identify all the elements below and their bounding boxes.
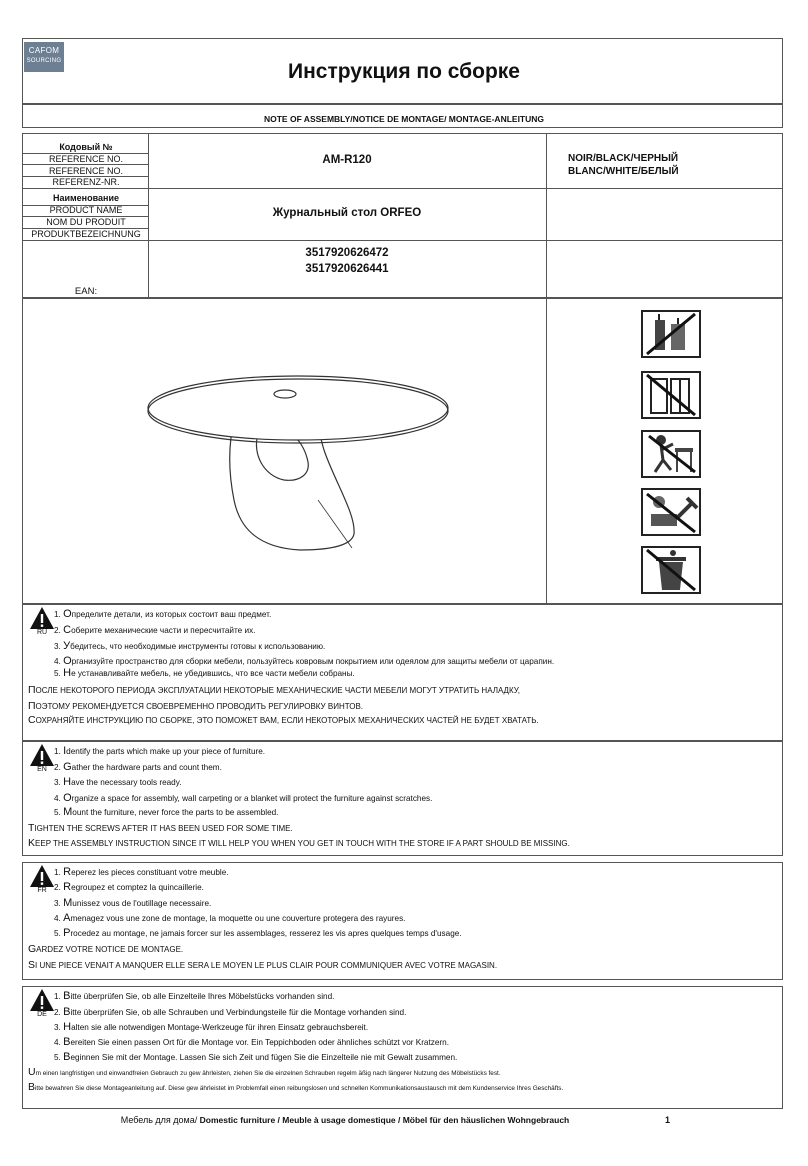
language-code: DE	[37, 1011, 47, 1018]
step-text: бедитесь, что необходимые инструменты готовы к использованию.	[70, 642, 326, 651]
note-text: itte bewahren Sie diese Montageanleitung auf. Diese gew ährleistet im Problemfall einen reibungslosen und schnellen Kommunikationsaustausch mit dem Kundenservice Ihres Geschäfts.	[35, 1085, 564, 1092]
step-text: alten sie alle notwendigen Montage-Werkzeuge für ihren Einsatz gebrauchsbereit.	[71, 1023, 369, 1032]
instruction-step: 4. Organize a space for assembly, wall carpeting or a blanket will protect the furniture against scratches.	[54, 792, 433, 804]
step-initial: У	[63, 640, 71, 652]
language-code: FR	[37, 887, 47, 894]
page-title: Инструкция по сборке	[288, 60, 520, 83]
note-initial: П	[28, 684, 36, 696]
instruction-step: 1. Определите детали, из которых состоит ваш предмет.	[54, 608, 272, 620]
footer-category-ru: Мебель для дома/	[120, 1115, 198, 1125]
step-text: dentify the parts which make up your piece of furniture.	[66, 747, 266, 756]
step-initial: A	[63, 912, 71, 924]
product-name: Журнальный стол ORFEO	[272, 207, 422, 219]
instruction-step: 4. Организуйте пространство для сборки мебели, пользуйтесь ковровым покрытием или одеялом для защиты мебели от царапин.	[54, 655, 555, 667]
warning-icon	[29, 743, 55, 767]
assembly-note: NOTE OF ASSEMBLY/NOTICE DE MONTAGE/ MONTAGE-ANLEITUNG	[263, 114, 545, 124]
note-initial: U	[28, 1066, 36, 1078]
step-initial: B	[63, 1051, 71, 1063]
ref-label-fr: REFERENCE NO.	[48, 166, 123, 176]
instruction-step: 1. Bitte überprüfen Sie, ob alle Einzelteile Ihres Möbelstücks vorhanden sind.	[54, 990, 335, 1002]
caution-note	[28, 959, 497, 971]
step-text: unissez vous de l'outillage necessaire.	[72, 899, 212, 908]
logo-subtext: SOURCING	[26, 58, 62, 64]
step-text: ather the hardware parts and count them.	[71, 763, 222, 772]
step-text: eginnen Sie mit der Montage. Lassen Sie sich Zeit und fügen Sie die Einzelteile nie mit Gewalt zusammen.	[70, 1053, 458, 1062]
table-drawing	[140, 330, 460, 570]
reference-value: AM-R120	[322, 154, 372, 166]
ean-code-2: 3517920626441	[305, 263, 389, 275]
instruction-step: 2. Regroupez et comptez la quincaillerie.	[54, 881, 204, 893]
step-text: rocedez au montage, ne jamais forcer sur les assemblages, resserez les vis apres quelques temps d'usage.	[70, 929, 462, 938]
step-initial: О	[63, 655, 72, 667]
step-text: пределите детали, из которых состоит ваш предмет.	[71, 610, 272, 619]
logo-text: CAFOM	[28, 46, 60, 55]
note-initial: G	[28, 943, 37, 955]
step-initial: H	[63, 776, 72, 788]
step-initial: С	[63, 624, 72, 636]
step-initial: O	[63, 792, 72, 804]
instruction-step: 2. Соберите механические части и пересчитайте их.	[54, 624, 256, 636]
language-code: RU	[36, 629, 48, 636]
name-label-fr: NOM DU PRODUIT	[46, 217, 126, 227]
name-label-en: PRODUCT NAME	[49, 205, 123, 215]
page-number: 1	[665, 1115, 671, 1125]
note-text: ОХРАНЯЙТЕ ИНСТРУКЦИЮ ПО СБОРКЕ, ЭТО ПОМОЖЕТ ВАМ, ЕСЛИ НЕКОТОРЫХ МЕХАНИЧЕСКИХ ЧАСТЕЙ НЕ БУДЕТ ХВАТАТЬ.	[35, 716, 539, 725]
ean-label: EAN:	[74, 286, 98, 297]
note-initial: K	[28, 837, 36, 849]
step-text: itte überprüfen Sie, ob alle Einzelteile Ihres Möbelstücks vorhanden sind.	[70, 992, 335, 1001]
step-text: ereiten Sie einen passen Ort für die Montage vor. Ein Teppichboden oder ähnliches schützt vor Kratzern.	[70, 1038, 449, 1047]
note-text: I UNE PIECE VENAIT A MANQUER ELLE SERA LE MOYEN LE PLUS CLAIR POUR COMMUNIQUER AVEC VOTRE MAGASIN.	[35, 961, 498, 970]
step-initial: M	[63, 806, 73, 818]
step-initial: M	[63, 897, 73, 909]
step-text: eperez les pieces constituant votre meuble.	[71, 868, 229, 877]
step-text: оберите механические части и пересчитайте их.	[71, 626, 256, 635]
warning-icon	[29, 606, 55, 630]
step-text: рганизуйте пространство для сборки мебели, пользуйтесь ковровым покрытием или одеялом для защиты мебели от царапин.	[71, 657, 555, 666]
note-initial: С	[28, 714, 36, 726]
step-initial: R	[63, 881, 72, 893]
instruction-step: 5. Procedez au montage, ne jamais forcer sur les assemblages, resserez les vis apres quelques temps d'usage.	[54, 927, 462, 939]
note-initial: T	[28, 822, 35, 834]
ean-code-1: 3517920626472	[305, 247, 389, 259]
ref-label-ru: Кодовый №	[59, 142, 113, 152]
step-text: е устанавливайте мебель, не убедившись, что все части мебели собраны.	[71, 669, 355, 678]
no-hammer-icon	[641, 488, 701, 536]
step-initial: О	[63, 608, 72, 620]
glass-top	[148, 376, 448, 440]
caution-note	[28, 943, 183, 955]
note-text: ОСЛЕ НЕКОТОРОГО ПЕРИОДА ЭКСПЛУАТАЦИИ НЕКОТОРЫЕ МЕХАНИЧЕСКИЕ ЧАСТИ МЕБЕЛИ МОГУТ УТРАТИТЬ НАЛАДКУ,	[35, 686, 520, 695]
instruction-step: 5. Mount the furniture, never force the parts to be assembled.	[54, 806, 279, 818]
instruction-step: 1. Identify the parts which make up your piece of furniture.	[54, 745, 266, 757]
no-plywood-icon	[641, 371, 701, 419]
step-text: egroupez et comptez la quincaillerie.	[71, 883, 204, 892]
step-text: itte überprüfen Sie, ob alle Schrauben und Verbindungsteile für die Montage vorhanden sind.	[70, 1008, 407, 1017]
step-initial: B	[63, 1006, 71, 1018]
instruction-step: 5. Не устанавливайте мебель, не убедившись, что все части мебели собраны.	[54, 667, 355, 679]
step-initial: I	[63, 745, 67, 757]
step-text: ave the necessary tools ready.	[71, 778, 182, 787]
note-initial: S	[28, 959, 36, 971]
step-initial: G	[63, 761, 72, 773]
no-climbing-icon	[641, 430, 701, 478]
instruction-step: 2. Gather the hardware parts and count them.	[54, 761, 222, 773]
note-text: IGHTEN THE SCREWS AFTER IT HAS BEEN USED FOR SOME TIME.	[34, 824, 293, 833]
step-text: menagez vous une zone de montage, la moquette ou une couverture protegera des rayures.	[70, 914, 406, 923]
step-text: ount the furniture, never force the parts to be assembled.	[72, 808, 279, 817]
warning-icon	[29, 988, 55, 1012]
step-initial: Н	[63, 667, 72, 679]
caution-note	[28, 684, 520, 696]
step-text: rganize a space for assembly, wall carpeting or a blanket will protect the furniture against scratches.	[71, 794, 433, 803]
note-text: ARDEZ VOTRE NOTICE DE MONTAGE.	[36, 945, 184, 954]
color-option-black: NOIR/BLACK/ЧЕРНЫЙ	[568, 153, 679, 164]
name-label-de: PRODUKTBEZEICHNUNG	[31, 229, 141, 239]
no-dispose-icon	[641, 546, 701, 594]
caution-note	[28, 822, 293, 834]
ref-label-en: REFERENCE NO.	[48, 154, 123, 164]
instruction-step: 3. Halten sie alle notwendigen Montage-Werkzeuge für ihren Einsatz gebrauchsbereit.	[54, 1021, 369, 1033]
instruction-step: 4. Bereiten Sie einen passen Ort für die Montage vor. Ein Teppichboden oder ähnliches schützt vor Kratzern.	[54, 1036, 449, 1048]
instruction-step: 3. Munissez vous de l'outillage necessaire.	[54, 897, 212, 909]
instruction-step: 1. Reperez les pieces constituant votre meuble.	[54, 866, 229, 878]
language-code: EN	[37, 766, 47, 773]
color-option-white: BLANC/WHITE/БЕЛЫЙ	[568, 166, 679, 177]
step-initial: H	[63, 1021, 72, 1033]
caution-note	[28, 1066, 501, 1078]
note-text: m einen langfristigen und einwandfreien Gebrauch zu gew ährleisten, ziehen Sie die einzelnen Schrauben regelm äßig nach längerer Nutzung des Möbelstücks fest.	[35, 1070, 501, 1077]
note-text: ОЭТОМУ РЕКОМЕНДУЕТСЯ СВОЕВРЕМЕННО ПРОВОДИТЬ РЕГУЛИРОВКУ ВИНТОВ.	[35, 702, 364, 711]
warning-icon	[29, 864, 55, 888]
caution-note	[28, 700, 363, 712]
instruction-step: 3. Убедитесь, что необходимые инструменты готовы к использованию.	[54, 640, 326, 652]
caution-note	[28, 1081, 563, 1093]
step-initial: P	[63, 927, 71, 939]
caution-note	[28, 837, 570, 849]
ref-label-de: REFERENZ-NR.	[52, 177, 120, 187]
note-initial: П	[28, 700, 36, 712]
step-initial: B	[63, 990, 71, 1002]
instruction-step: 5. Beginnen Sie mit der Montage. Lassen Sie sich Zeit und fügen Sie die Einzelteile nie mit Gewalt zusammen.	[54, 1051, 458, 1063]
instruction-step: 3. Have the necessary tools ready.	[54, 776, 182, 788]
no-glue-icon	[641, 310, 701, 358]
name-label-ru: Наименование	[52, 193, 120, 203]
step-initial: R	[63, 866, 72, 878]
step-initial: B	[63, 1036, 71, 1048]
caution-note	[28, 714, 539, 726]
instruction-step: 2. Bitte überprüfen Sie, ob alle Schrauben und Verbindungsteile für die Montage vorhanden sind.	[54, 1006, 407, 1018]
note-text: EEP THE ASSEMBLY INSTRUCTION SINCE IT WILL HELP YOU WHEN YOU GET IN TOUCH WITH THE STORE IF A PART SHOULD BE MISSING.	[35, 839, 570, 848]
note-initial: B	[28, 1081, 36, 1093]
footer-category: Domestic furniture / Meuble à usage domestique / Möbel für den häuslichen Wohngebrauch	[197, 1115, 570, 1125]
instruction-step: 4. Amenagez vous une zone de montage, la moquette ou une couverture protegera des rayures.	[54, 912, 406, 924]
